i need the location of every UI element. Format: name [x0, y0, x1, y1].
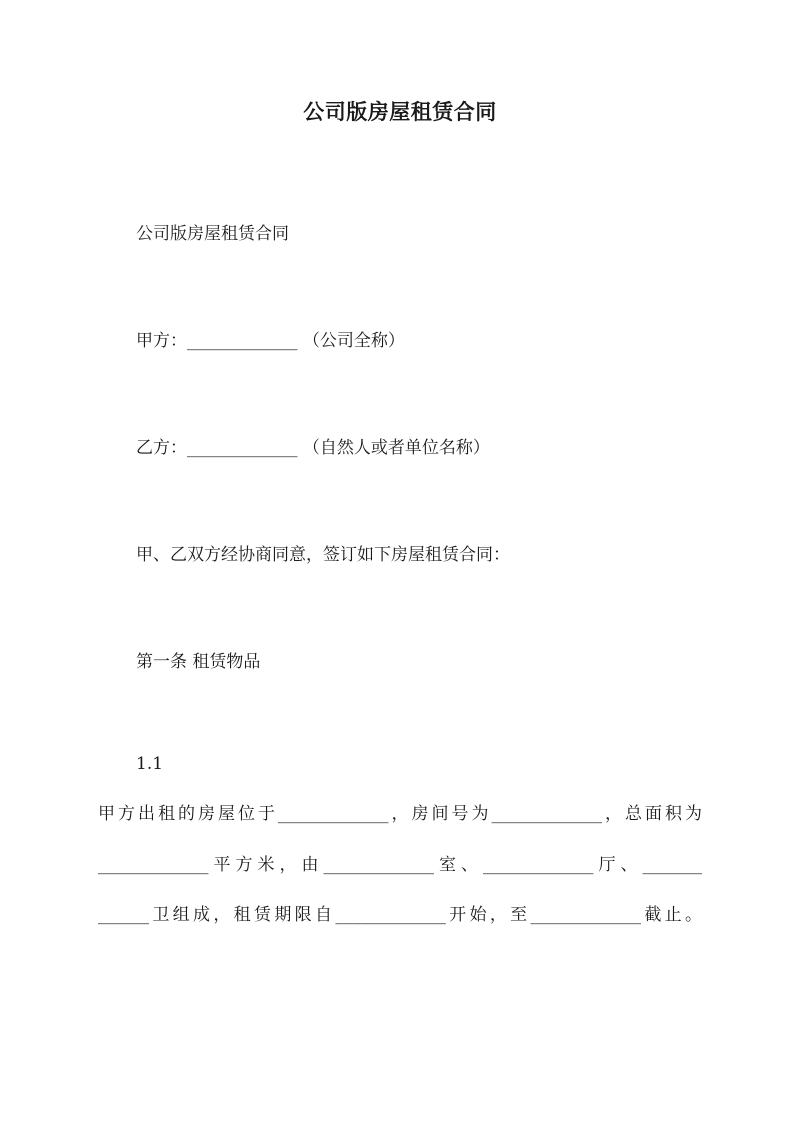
- document-subtitle: 公司版房屋租赁合同: [136, 224, 289, 244]
- clause-1-1-number: 1.1: [136, 754, 164, 774]
- clause-text-line-1: 甲方出租的房屋位于_____________，房间号为_____________，总面积为: [98, 804, 702, 824]
- clause-text-line-3: ______卫组成，租赁期限自_____________开始，至_____________截止。: [98, 905, 702, 925]
- clause-text-line-2: _____________平方米，由_____________室、_____________厅、_______: [98, 855, 702, 875]
- party-a-line: 甲方：_____________ （公司全称）: [136, 331, 405, 351]
- document-title: 公司版房屋租赁合同: [303, 99, 497, 124]
- party-b-line: 乙方：_____________ （自然人或者单位名称）: [136, 438, 490, 458]
- agreement-line: 甲、乙双方经协商同意，签订如下房屋租赁合同：: [136, 545, 510, 565]
- article-1-heading: 第一条 租赁物品: [136, 652, 261, 672]
